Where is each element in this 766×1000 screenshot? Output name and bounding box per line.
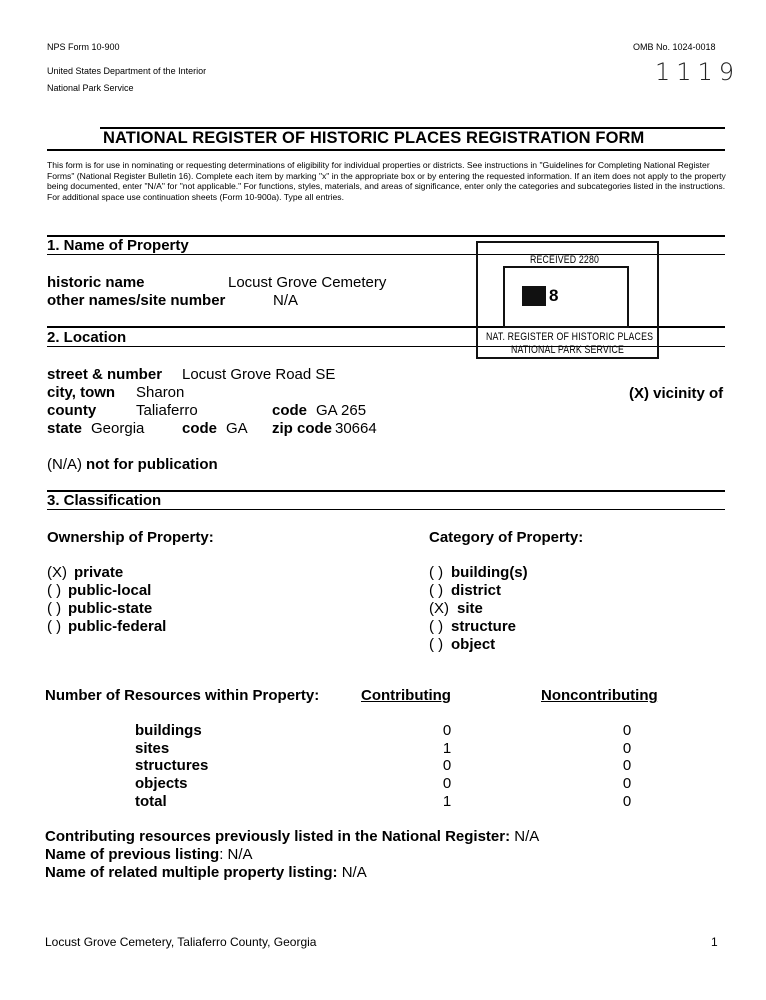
county-code-value: GA 265 [316,402,367,419]
section2-heading: 2. Location [47,329,127,346]
state-code-label: code [182,420,218,437]
ownership-mark: ( ) [47,618,62,635]
historic-name-label: historic name [47,274,145,291]
stamp-id: 8 [549,286,559,305]
title-rule-bottom [47,149,725,151]
resource-noncontributing: 0 [622,793,632,810]
resource-noncontributing: 0 [622,722,632,739]
multiple-listing-line [45,864,367,881]
category-mark: ( ) [429,582,444,599]
resource-contributing: 0 [442,757,452,774]
ownership-label: public-state [68,600,153,617]
department: United States Department of the Interior [47,66,207,76]
stamp-line1: NAT. REGISTER OF HISTORIC PLACES [486,331,654,343]
vicinity-checkbox: (X) vicinity of [629,385,724,402]
handwritten-number: 1119 [655,58,741,86]
resource-label: structures [135,757,209,774]
multiple-listing-label: Name of related multiple property listing: [45,864,338,881]
section1-heading: 1. Name of Property [47,237,189,254]
resource-label: buildings [135,722,202,739]
ownership-mark: (X) [47,564,67,581]
previous-listing-label: Name of previous listing [45,846,220,863]
not-for-publication-mark: (N/A) [47,456,82,473]
resource-label: objects [135,775,188,792]
stamp-line2: NATIONAL PARK SERVICE [511,344,625,356]
resource-noncontributing: 0 [622,775,632,792]
not-for-publication-label: not for publication [86,456,218,473]
section3-heading: 3. Classification [47,492,162,509]
footer-property-name: Locust Grove Cemetery, Taliaferro County, Georgia [45,935,317,949]
resources-title: Number of Resources within Property: [45,687,320,704]
resource-label: sites [135,740,170,757]
page-number: 1 [711,935,718,949]
omb-number: OMB No. 1024-0018 [633,42,716,52]
ownership-mark: ( ) [47,582,62,599]
stamp-received-text: RECEIVED 2280 [530,254,600,266]
category-mark: ( ) [429,636,444,653]
ownership-title: Ownership of Property: [47,529,214,546]
multiple-listing-value: N/A [341,864,367,881]
zip-value: 30664 [335,420,377,437]
previous-listing-value: : N/A [219,846,253,863]
state-code-value: GA [226,420,248,437]
ownership-label: public-federal [68,618,167,635]
resource-label: total [135,793,167,810]
contributing-header: Contributing [361,687,451,704]
other-names-value: N/A [273,292,299,309]
resource-noncontributing: 0 [622,757,632,774]
county-label: county [47,402,97,419]
previous-listing-line [45,846,253,863]
category-label: site [457,600,483,617]
form-number: NPS Form 10-900 [47,42,120,52]
ownership-mark: ( ) [47,600,62,617]
street-label: street & number [47,366,163,383]
category-label: district [451,582,502,599]
category-title: Category of Property: [429,529,584,546]
category-label: structure [451,618,517,635]
resource-contributing: 0 [442,722,452,739]
city-label: city, town [47,384,116,401]
resource-noncontributing: 0 [622,740,632,757]
resource-contributing: 1 [442,793,452,810]
noncontributing-header: Noncontributing [541,687,658,704]
state-value: Georgia [91,420,145,437]
agency: National Park Service [47,83,134,93]
instructions: This form is for use in nominating or requesting determinations of eligibility for individual properties or districts. See instructions in "Guidelines for Completing National Register Forms" (National Register Bulletin 16). Complete each item by marking "x" in the appropriate box or by entering the requested information. If an item does not apply to the property being documented, enter "N/A" for "not applicable." For functions, styles, materials, and areas of significance, enter only the categories and subcategories listed in the instructions. For additional space use continuation sheets (Form 10-900a). Type all entries. [47,160,726,202]
ownership-label: public-local [68,582,152,599]
zip-label: zip code [272,420,333,437]
form-title: NATIONAL REGISTER OF HISTORIC PLACES REGISTRATION FORM [103,129,645,147]
previously-listed-line [45,828,539,845]
ownership-label: private [74,564,124,581]
stamp-redaction [522,286,546,306]
category-label: object [451,636,496,653]
category-mark: ( ) [429,618,444,635]
street-value: Locust Grove Road SE [182,366,336,383]
category-label: building(s) [451,564,528,581]
previously-listed-label: Contributing resources previously listed in the National Register: [45,828,511,845]
city-value: Sharon [136,384,185,401]
other-names-label: other names/site number [47,292,226,309]
resource-contributing: 1 [442,740,452,757]
category-mark: ( ) [429,564,444,581]
county-value: Taliaferro [136,402,198,419]
historic-name-value: Locust Grove Cemetery [228,274,387,291]
previously-listed-value: N/A [514,828,540,845]
county-code-label: code [272,402,308,419]
section3-rule-bottom [47,509,725,510]
state-label: state [47,420,83,437]
resource-contributing: 0 [442,775,452,792]
category-mark: (X) [429,600,449,617]
